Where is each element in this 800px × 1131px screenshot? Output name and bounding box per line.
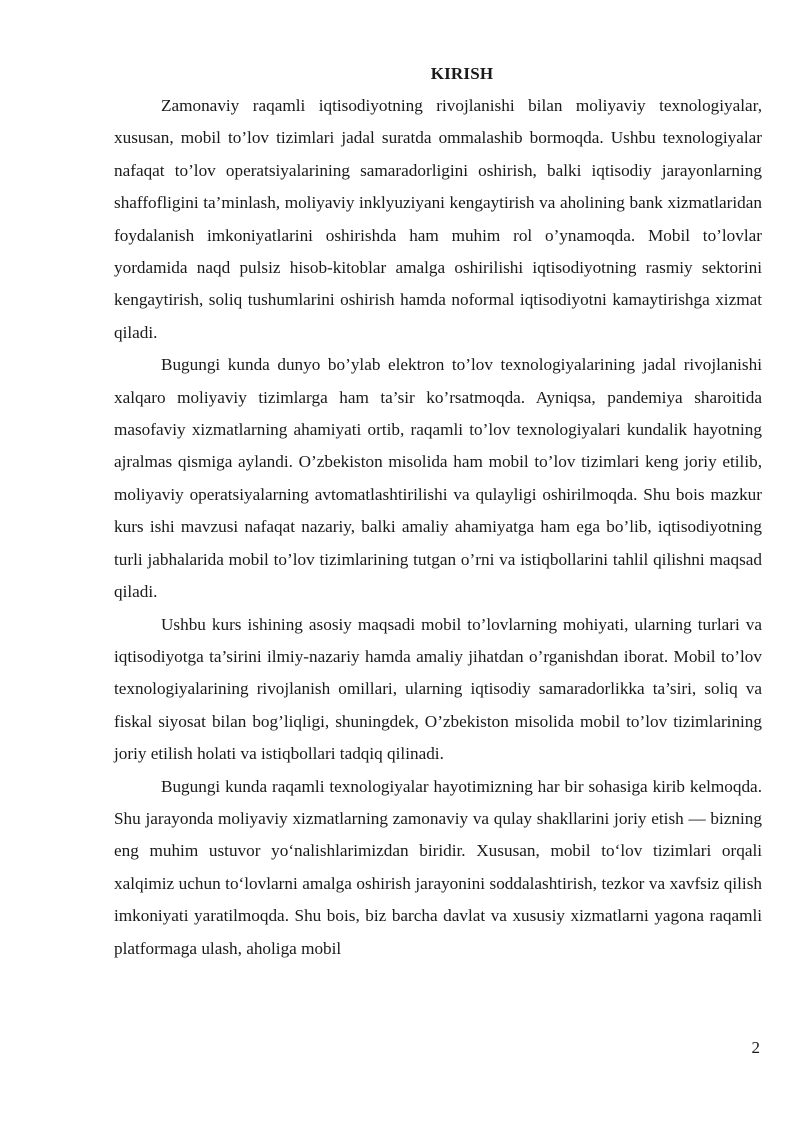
paragraph-4: Bugungi kunda raqamli texnologiyalar hayotimizning har bir sohasiga kirib kelmoqda. Shu jarayonda moliyaviy xizmatlarning zamonaviy va qulay shakllarini joriy etish — bizning eng muhim ustuvor yo‘nalishlarimizdan biridir. Xususan, mobil to‘lov tizimlari orqali xalqimiz uchun to‘lovlarni amalga oshirish jarayonini soddalashtirish, tezkor va xavfsiz qilish imkoniyati yaratilmoqda. Shu bois, biz barcha davlat va xususiy xizmatlarni yagona raqamli platformaga ulash, aholiga mobil [114, 776, 762, 958]
page-title: KIRISH [430, 64, 494, 83]
body-text [114, 90, 762, 965]
paragraph-3: Ushbu kurs ishining asosiy maqsadi mobil to’lovlarning mohiyati, ularning turlari va iqtisodiyotga ta’sirini ilmiy-nazariy hamda amaliy jihatdan o’rganishdan iborat. Mobil to’lov texnologiyalarining rivojlanish omillari, ularning iqtisodiy samaradorlikka ta’siri, soliq va fiskal siyosat bilan bog’liqligi, shuningdek, O’zbekiston misolida mobil to’lov tizimlarining joriy etilish holati va istiqbollari tadqiq qilinadi. [114, 614, 762, 764]
paragraph-2: Bugungi kunda dunyo bo’ylab elektron to’lov texnologiyalarining jadal rivojlanishi xalqaro moliyaviy tizimlarga ham ta’sir ko’rsatmoqda. Ayniqsa, pandemiya sharoitida masofaviy xizmatlarning ahamiyati ortib, raqamli to’lov texnologiyalari kundalik hayotning ajralmas qismiga aylandi. O’zbekiston misolida ham mobil to’lov tizimlari keng joriy etilib, moliyaviy operatsiyalarning avtomatlashtirilishi va qulayligi oshirilmoqda. Shu bois mazkur kurs ishi mavzusi nafaqat nazariy, balki amaliy ahamiyatga ham ega bo’lib, iqtisodiyotning turli jabhalarida mobil to’lov tizimlarining tutgan o’rni va istiqbollarini tahlil qilishni maqsad qiladi. [114, 355, 762, 602]
paragraph-1: Zamonaviy raqamli iqtisodiyotning rivojlanishi bilan moliyaviy texnologiyalar, xususan, mobil to’lov tizimlari jadal suratda ommalashib bormoqda. Ushbu texnologiyalar nafaqat to’lov operatsiyalarining samaradorligini oshirish, balki iqtisodiy jarayonlarning shaffofligini ta’minlash, moliyaviy inklyuziyani kengaytirish va aholining bank xizmatlaridan foydalanish imkoniyatlarini oshirishda ham muhim rol o’ynamoqda. Mobil to’lovlar yordamida naqd pulsiz hisob-kitoblar amalga oshirilishi iqtisodiyotning rasmiy sektorini kengaytirish, soliq tushumlarini oshirish hamda noformal iqtisodiyotni kamaytirishga xizmat qiladi. [114, 96, 762, 342]
page-number: 2 [751, 1038, 760, 1057]
